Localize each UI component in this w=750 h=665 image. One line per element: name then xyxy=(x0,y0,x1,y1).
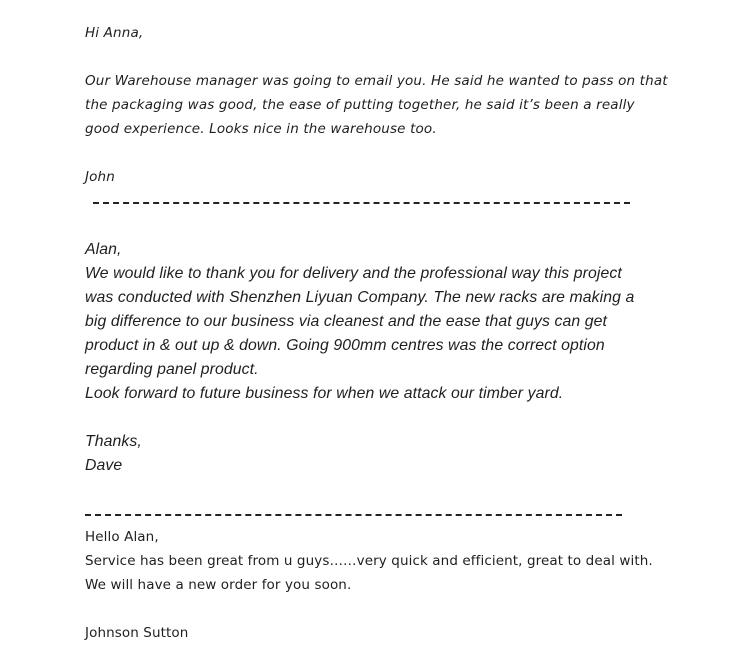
signature-dave: Dave xyxy=(85,457,123,474)
body-line: was conducted with Shenzhen Liyuan Company. The new racks are making a xyxy=(85,289,635,306)
signature-john: John xyxy=(85,169,115,185)
body-line: the packaging was good, the ease of putting together, he said it’s been a really xyxy=(85,97,635,113)
body-line: Service has been great from u guys……very quick and efficient, great to deal with. xyxy=(85,553,653,569)
body-line: regarding panel product. xyxy=(85,361,259,378)
closing-thanks: Thanks, xyxy=(85,433,142,450)
signature-johnson-sutton: Johnson Sutton xyxy=(85,625,189,641)
body-line: We will have a new order for you soon. xyxy=(85,577,352,593)
body-line: Look forward to future business for when we attack our timber yard. xyxy=(85,385,564,402)
greeting-alan: Alan, xyxy=(85,241,122,258)
body-line: Our Warehouse manager was going to email you. He said he wanted to pass on that xyxy=(85,73,668,89)
separator-line xyxy=(93,202,630,204)
body-line: good experience. Looks nice in the warehouse too. xyxy=(85,121,437,137)
body-line: big difference to our business via cleanest and the ease that guys can get xyxy=(85,313,608,330)
body-line: product in & out up & down. Going 900mm centres was the correct option xyxy=(85,337,605,354)
body-line: We would like to thank you for delivery and the professional way this project xyxy=(85,265,622,282)
greeting-anna: Hi Anna, xyxy=(85,25,144,41)
greeting-hello-alan: Hello Alan, xyxy=(85,529,159,545)
separator-line xyxy=(85,514,622,516)
